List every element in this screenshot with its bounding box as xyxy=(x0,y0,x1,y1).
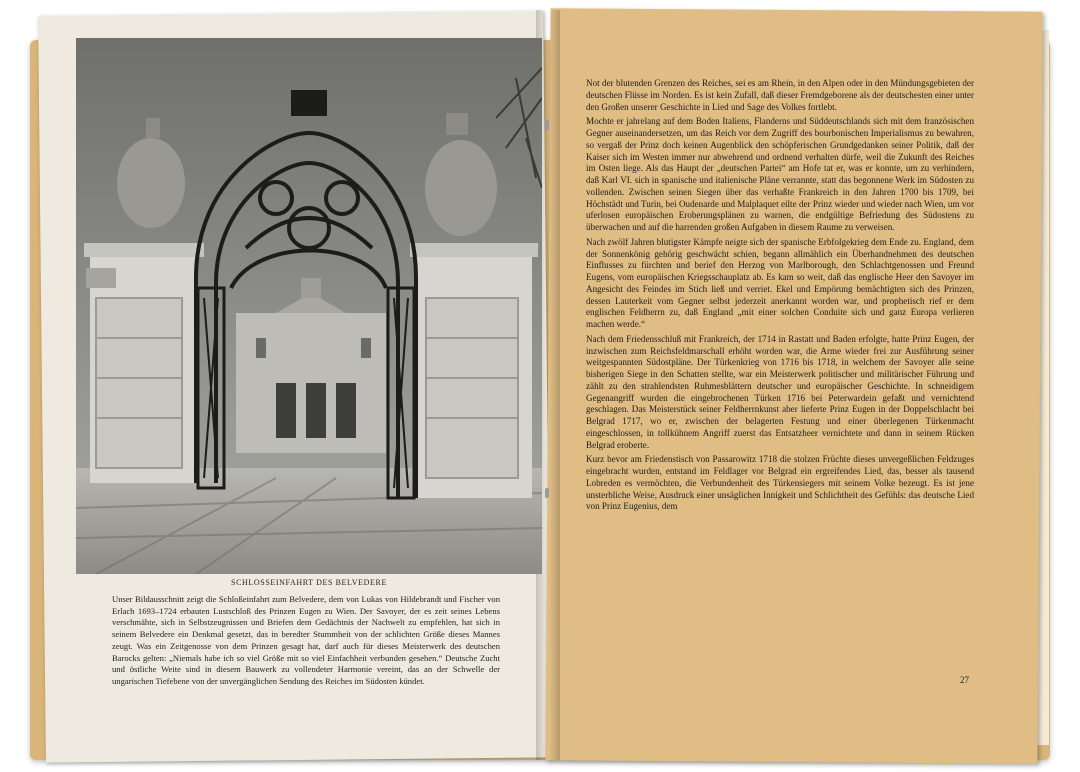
photo-caption-title: SCHLOSSEINFAHRT DES BELVEDERE xyxy=(231,578,387,587)
paragraph: Not der blutenden Grenzen des Reiches, sei es am Rhein, in den Alpen oder in den Mündungsgebieten der deutschen Flüsse im Norden. Es ist kein Zufall, daß dieser Fremdgeborene als der deutschesten einer unter den Großen unserer Geschichte in Lied und Sage des Volkes fortlebt. xyxy=(586,78,974,112)
paragraph: Mochte er jahrelang auf dem Boden Italiens, Flanderns und Süddeutschlands sich mit dem französischen Gegner auseinandersetzen, um das Reich vor dem Zugriff des bourbonischen Imperialismus zu bewahren, so vergaß der Prinz doch keinen Augenblick den schöpferischen Grundgedanken seiner Politik, daß der Kaiser sich im Westen immer nur abwehrend und ordnend verhalten dürfe, weil die Zukunft des Reiches im Osten liege. Als das Haupt der „deutschen Partei“ am Hofe tat er, was er konnte, um zu verhindern, daß Karl VI. sich in spanische und italienische Pläne verrannte, statt das begonnene Werk im Südosten zu vollenden. Zwischen seinen Siegen über das verhaßte Frankreich in den Jahren 1700 bis 1709, bei Höchstädt und Turin, bei Oudenarde und Malplaquet eilte der Prinz wieder und wieder nach Wien, um vor uferlosen europäischen Eroberungsplänen zu warnen, die endgültige Befriedung des Südostens zu überwachen und auf die harrenden großen Aufgaben in diesem Raume zu verweisen. xyxy=(586,116,974,232)
paragraph: Nach dem Friedensschluß mit Frankreich, der 1714 in Rastatt und Baden erfolgte, hatte Prinz Eugen, der inzwischen zum Reichsfeldmarschall erhöht worden war, die Arme wieder frei zur Ausführung seiner weitgespannten Südostpläne. Der Türkenkrieg von 1716 bis 1718, in welchem der Savoyer alle seine bisherigen Siege in den Schatten stellte, war ein Meisterwerk politischer und militärischer Führung und zählt zu den strahlendsten Ruhmesblättern deutscher und europäischer Geschichte. In schneidigem Gegenangriff wurden die eingebrochenen Türken 1716 bei Peterwardein gefaßt und vernichtend geschlagen. Das Meisterstück seiner Feldherrnkunst aber lieferte Prinz Eugen in der Doppelschlacht bei Belgrad 1717, wo er, zwischen der belagerten Festung und einer überlegenen Türkenmacht eingeschlossen, in tollkühnem Angriff zuerst das Entsatzheer vernichtete und dann in seinem Rücken Belgrad eroberte. xyxy=(586,333,974,450)
binding-staple-bottom xyxy=(545,488,549,498)
page-number: 27 xyxy=(960,675,969,685)
paragraph: Kurz bevor am Friedenstisch von Passarowitz 1718 die stolzen Früchte dieses unvergeßlichen Feldzuges eingebracht wurden, entstand im Feldlager vor Belgrad ein ergreifendes Lied, das, besser als tausend Lobreden es vermöchten, die Verbundenheit des Türkensiegers mit seinem Volke bezeugt. Es ist jene unsterbliche Weise, Ausdruck einer unsäglichen Innigkeit und Schlichtheit des Gefühls: das deutsche Lied von Prinz Eugenius, dem xyxy=(586,454,974,512)
paragraph: Nach zwölf Jahren blutigster Kämpfe neigte sich der spanische Erbfolgekrieg dem Ende zu. England, dem der Sonnenkönig gehörig geschwächt schien, begann allmählich ein Überhandnehmen des deutschen Einflusses zu fürchten und berief den Herzog von Marlborough, den Schlachtgenossen und Freund Eugens, vom europäischen Kriegsschauplatz ab. Es kam so weit, daß das englische Heer den Savoyer im Angesicht des Feindes im Stich ließ und verriet. Ekel und Empörung bemächtigten sich des Prinzen, dessen Lauterkeit vom Gegner selbst jederzeit anerkannt worden war, und prophetisch rief er dem englischen Feldherrn zu, daß England „mit einer solchen Conduite sich und ganz Europa verlieren machen werde.“ xyxy=(586,236,974,329)
binding-staple-top xyxy=(545,120,549,130)
photo-caption-text: Unser Bildausschnitt zeigt die Schloßeinfahrt zum Belvedere, dem von Lukas von Hildebrandt und Fischer von Erlach 1693–1724 erbauten Lustschloß des Prinzen Eugen zu Wien. Der Savoyer, der es zeit seines Lebens verschmähte, sich in Selbstzeugnissen und Briefen dem Gedächtnis der Nachwelt zu empfehlen, hat sich in seinem Belvedere ein Denkmal gesetzt, das in beredter Stummheit von der schlichten Größe dieses Mannes zeugt. Was ein Zeitgenosse von dem Prinzen gesagt hat, darf auch für dieses Meisterwerk des deutschen Barocks gelten: „Niemals habe ich so viel Größe mit so viel Einfachheit verbunden gesehen.“ Deutsche Zucht und östliche Weite sind in diesem Bauwerk zu vollendeter Harmonie vereint, das an der Schwelle der ungarischen Tiefebene von der unvergänglichen Sendung des Reiches im Südosten kündet. xyxy=(112,594,500,686)
right-page-text xyxy=(586,78,974,516)
belvedere-gate-photo xyxy=(76,38,542,574)
